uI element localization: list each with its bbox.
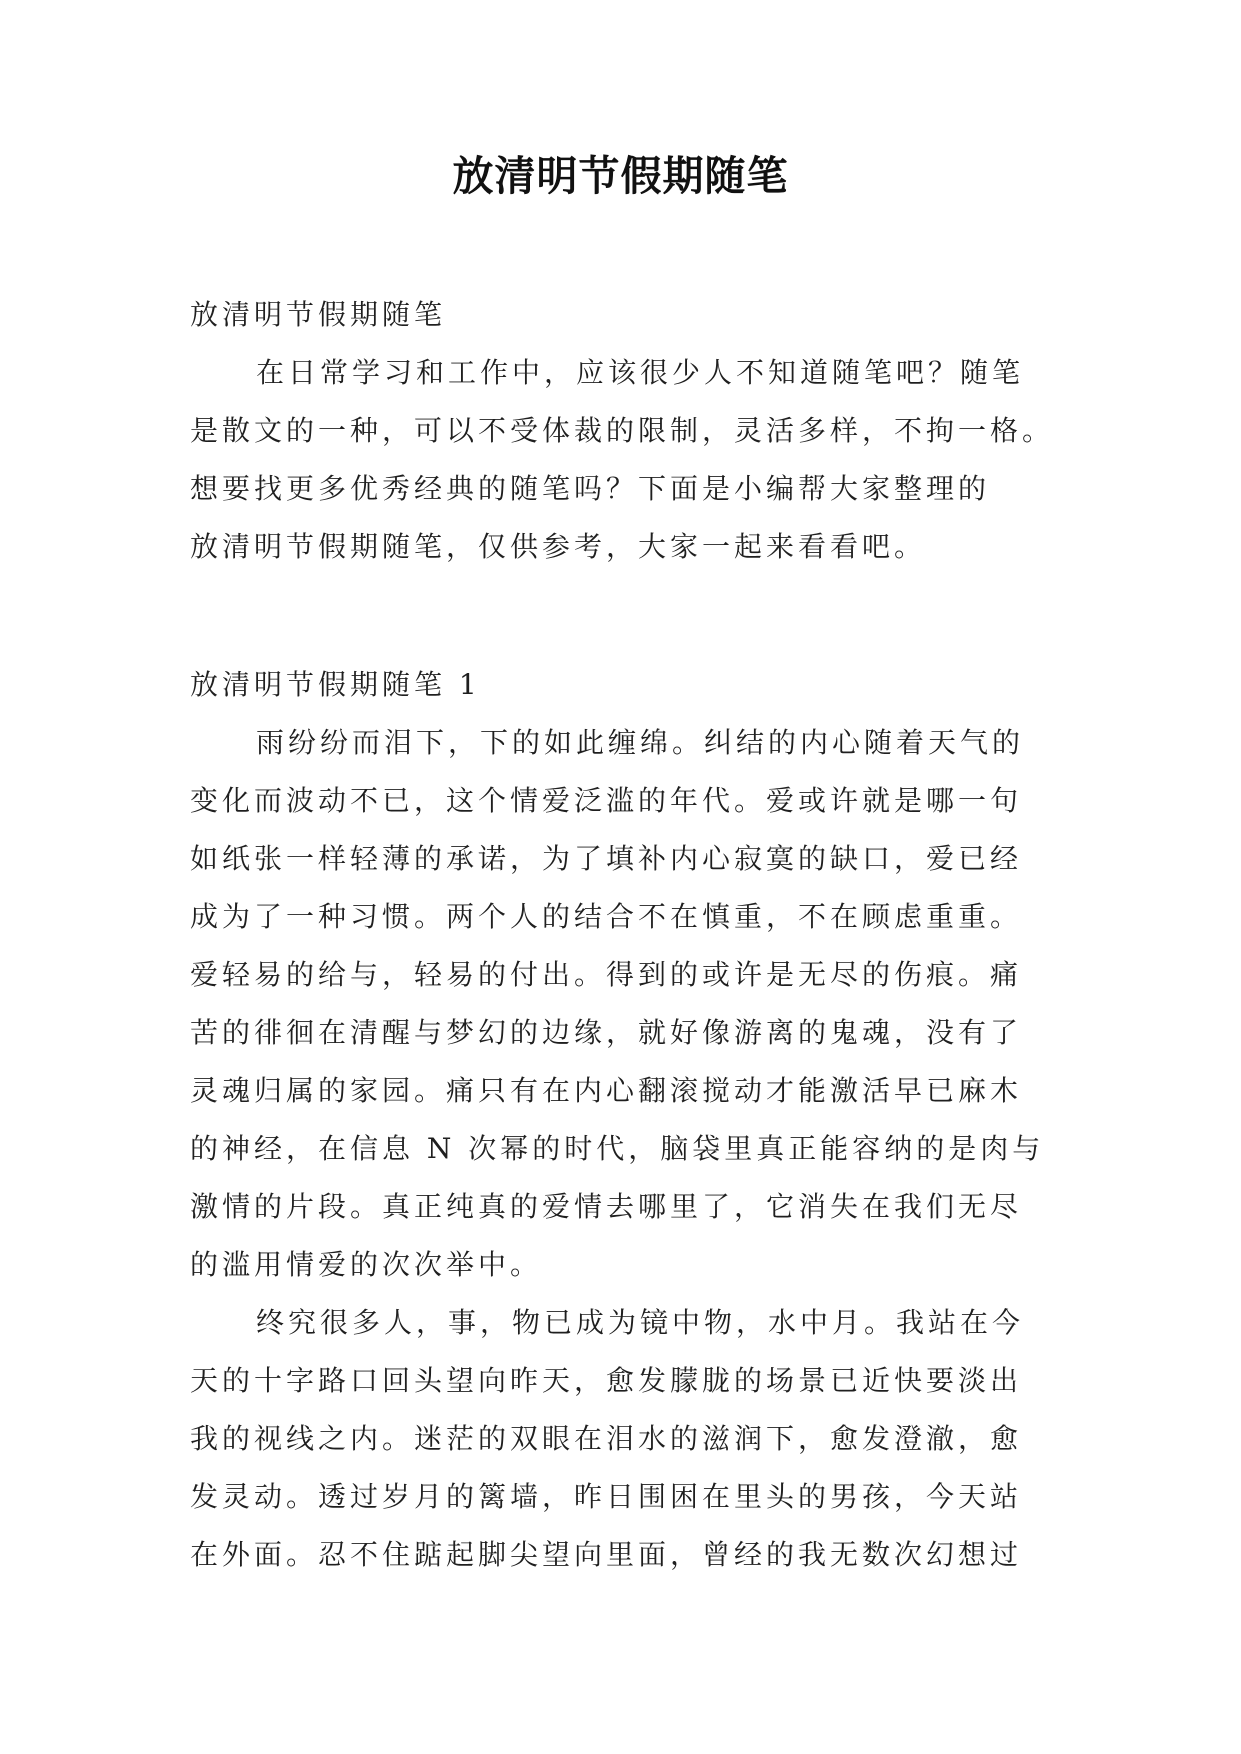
intro-line: 放清明节假期随笔，仅供参考，大家一起来看看吧。 (190, 530, 927, 563)
paragraph-line: 灵魂归属的家园。痛只有在内心翻滚搅动才能激活早已麻木 (190, 1074, 1023, 1107)
paragraph-line: 终究很多人，事，物已成为镜中物，水中月。我站在今 (256, 1306, 1025, 1339)
document-title: 放清明节假期随笔 (452, 152, 789, 200)
paragraph-line: 的神经，在信息 N 次幂的时代，脑袋里真正能容纳的是肉与 (190, 1132, 1045, 1165)
paragraph-line: 的滥用情爱的次次举中。 (190, 1248, 543, 1281)
paragraph-line: 我的视线之内。迷茫的双眼在泪水的滋润下，愈发澄澈，愈 (190, 1422, 1023, 1455)
paragraph-line: 成为了一种习惯。两个人的结合不在慎重，不在顾虑重重。 (190, 900, 1023, 933)
paragraph-line: 苦的徘徊在清醒与梦幻的边缘，就好像游离的鬼魂，没有了 (190, 1016, 1023, 1049)
paragraph-line: 激情的片段。真正纯真的爱情去哪里了，它消失在我们无尽 (190, 1190, 1023, 1223)
paragraph-line: 雨纷纷而泪下，下的如此缠绵。纠结的内心随着天气的 (256, 726, 1025, 759)
section-heading: 放清明节假期随笔 1 (190, 668, 481, 701)
paragraph-line: 如纸张一样轻薄的承诺，为了填补内心寂寞的缺口，爱已经 (190, 842, 1023, 875)
paragraph-line: 发灵动。透过岁月的篱墙，昨日围困在里头的男孩，今天站 (190, 1480, 1023, 1513)
section-spacer (190, 576, 1070, 656)
paragraph-line: 天的十字路口回头望向昨天，愈发朦胧的场景已近快要淡出 (190, 1364, 1023, 1397)
paragraph-line: 爱轻易的给与，轻易的付出。得到的或许是无尽的伤痕。痛 (190, 958, 1023, 991)
paragraph-line: 变化而波动不已，这个情爱泛滥的年代。爱或许就是哪一句 (190, 784, 1023, 817)
intro-heading: 放清明节假期随笔 (190, 298, 447, 331)
intro-line: 是散文的一种，可以不受体裁的限制，灵活多样，不拘一格。 (190, 414, 1055, 447)
paragraph-line: 在外面。忍不住踮起脚尖望向里面，曾经的我无数次幻想过 (190, 1538, 1023, 1571)
intro-line: 想要找更多优秀经典的随笔吗？下面是小编帮大家整理的 (190, 472, 991, 505)
document-body (190, 286, 1070, 1584)
intro-line: 在日常学习和工作中，应该很少人不知道随笔吧？随笔 (256, 356, 1025, 389)
